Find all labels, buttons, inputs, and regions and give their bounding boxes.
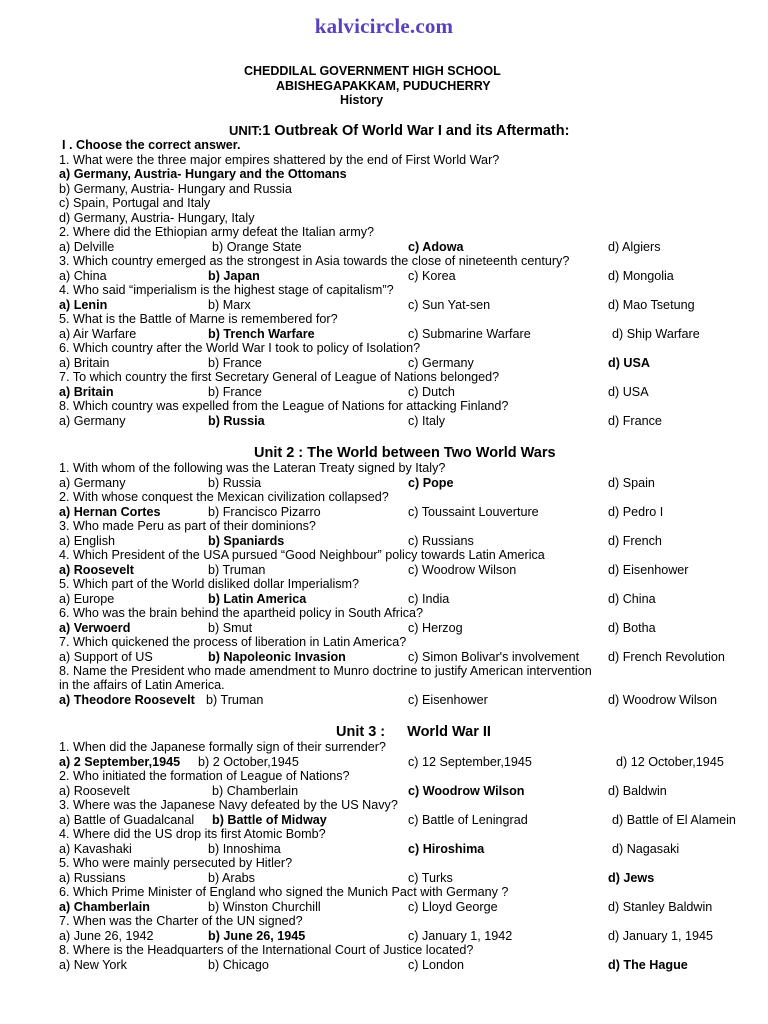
unit2-title: Unit 2 : The World between Two World Wars bbox=[254, 445, 556, 461]
options-row bbox=[59, 900, 759, 914]
unit1-heading: 1 Outbreak Of World War I and its Aftermath: bbox=[262, 123, 570, 139]
question: 7. When was the Charter of the UN signed? bbox=[59, 914, 303, 928]
question: 2. Who initiated the formation of League of Nations? bbox=[59, 769, 350, 783]
question: 7. To which country the first Secretary General of League of Nations belonged? bbox=[59, 370, 500, 384]
question: 5. Which part of the World disliked dollar Imperialism? bbox=[59, 577, 360, 591]
options-row bbox=[59, 534, 759, 548]
correct-option: b) Napoleonic Invasion bbox=[208, 650, 346, 664]
option: b) Germany, Austria- Hungary and Russia bbox=[59, 182, 292, 196]
options-row bbox=[59, 298, 759, 312]
question: 8. Name the President who made amendment to Munro doctrine to justify American intervention bbox=[59, 664, 592, 678]
school-header bbox=[0, 64, 768, 108]
question: 1. With whom of the following was the Lateran Treaty signed by Italy? bbox=[59, 461, 446, 475]
question: 2. Where did the Ethiopian army defeat the Italian army? bbox=[59, 225, 375, 239]
options-row bbox=[59, 958, 759, 972]
option: c) Italy bbox=[408, 414, 446, 428]
options-row bbox=[59, 650, 759, 664]
question: 4. Where did the US drop its first Atomic Bomb? bbox=[59, 827, 326, 841]
question: 3. Who made Peru as part of their dominions? bbox=[59, 519, 316, 533]
school-location: ABISHEGAPAKKAM, PUDUCHERRY bbox=[276, 78, 491, 93]
question: 7. Which quickened the process of liberation in Latin America? bbox=[59, 635, 407, 649]
option: c) Herzog bbox=[408, 621, 463, 635]
option: b) Truman bbox=[208, 563, 266, 577]
options-row bbox=[59, 813, 759, 827]
correct-option: b) Japan bbox=[208, 269, 260, 283]
unit1-title bbox=[229, 123, 768, 139]
option: a) Europe bbox=[59, 592, 115, 606]
correct-option: c) Hiroshima bbox=[408, 842, 485, 856]
question: 8. Where is the Headquarters of the International Court of Justice located? bbox=[59, 943, 474, 957]
option: c) Turks bbox=[408, 871, 453, 885]
option: c) Russians bbox=[408, 534, 474, 548]
option: c) Woodrow Wilson bbox=[408, 563, 517, 577]
options-row bbox=[59, 269, 759, 283]
option: d) Nagasaki bbox=[612, 842, 680, 856]
options-row bbox=[59, 871, 759, 885]
question: 6. Which Prime Minister of England who signed the Munich Pact with Germany ? bbox=[59, 885, 509, 899]
option: b) Smut bbox=[208, 621, 253, 635]
unit3-heading: World War II bbox=[407, 724, 491, 740]
question: 4. Which President of the USA pursued “Good Neighbour” policy towards Latin America bbox=[59, 548, 545, 562]
option: d) Pedro I bbox=[608, 505, 664, 519]
options-row bbox=[59, 929, 759, 943]
option: c) Sun Yat-sen bbox=[408, 298, 491, 312]
question: 2. With whose conquest the Mexican civilization collapsed? bbox=[59, 490, 389, 504]
option: d) USA bbox=[608, 385, 649, 399]
option: b) Orange State bbox=[212, 240, 302, 254]
unit3-title bbox=[336, 724, 768, 740]
option: d) China bbox=[608, 592, 656, 606]
question: 4. Who said “imperialism is the highest stage of capitalism”? bbox=[59, 283, 394, 297]
option: c) Toussaint Louverture bbox=[408, 505, 539, 519]
question: 3. Which country emerged as the strongest in Asia towards the close of nineteenth century? bbox=[59, 254, 570, 268]
option: b) Innoshima bbox=[208, 842, 281, 856]
correct-option: c) Woodrow Wilson bbox=[408, 784, 525, 798]
question-continued: in the affairs of Latin America. bbox=[59, 678, 225, 692]
correct-option: b) Spaniards bbox=[208, 534, 285, 548]
option: b) Francisco Pizarro bbox=[208, 505, 321, 519]
option: d) Woodrow Wilson bbox=[608, 693, 717, 707]
correct-option: b) Russia bbox=[208, 414, 265, 428]
options-row bbox=[59, 476, 759, 490]
question: 3. Where was the Japanese Navy defeated by the US Navy? bbox=[59, 798, 398, 812]
option: a) Germany bbox=[59, 476, 126, 490]
option: d) Baldwin bbox=[608, 784, 667, 798]
correct-option: d) Jews bbox=[608, 871, 655, 885]
correct-option: c) Pope bbox=[408, 476, 454, 490]
correct-option: d) The Hague bbox=[608, 958, 688, 972]
correct-option: b) Latin America bbox=[208, 592, 307, 606]
option: b) Chamberlain bbox=[212, 784, 299, 798]
question: 6. Who was the brain behind the apartheid policy in South Africa? bbox=[59, 606, 424, 620]
option: b) France bbox=[208, 385, 262, 399]
correct-option: b) June 26, 1945 bbox=[208, 929, 306, 943]
option: c) Eisenhower bbox=[408, 693, 488, 707]
option: c) Dutch bbox=[408, 385, 455, 399]
instruction: I . Choose the correct answer. bbox=[62, 138, 241, 152]
option: a) Support of US bbox=[59, 650, 153, 664]
option: d) Spain bbox=[608, 476, 655, 490]
option: a) Britain bbox=[59, 356, 110, 370]
option: d) Stanley Baldwin bbox=[608, 900, 713, 914]
option: b) Winston Churchill bbox=[208, 900, 321, 914]
option: a) English bbox=[59, 534, 116, 548]
question: 5. Who were mainly persecuted by Hitler? bbox=[59, 856, 293, 870]
option: d) 12 October,1945 bbox=[616, 755, 724, 769]
question: 5. What is the Battle of Marne is remembered for? bbox=[59, 312, 338, 326]
correct-option: a) Theodore Roosevelt bbox=[59, 693, 195, 707]
option: d) Mao Tsetung bbox=[608, 298, 695, 312]
options-row bbox=[59, 356, 759, 370]
options-row bbox=[59, 842, 759, 856]
options-row bbox=[59, 755, 759, 769]
option: c) Germany bbox=[408, 356, 474, 370]
options-row bbox=[59, 505, 759, 519]
subject-name: History bbox=[340, 93, 384, 107]
option: a) Germany, Austria- Hungary and the Ottomans bbox=[59, 167, 347, 181]
question: 1. What were the three major empires shattered by the end of First World War? bbox=[59, 153, 500, 167]
option: b) Truman bbox=[206, 693, 264, 707]
option: d) Germany, Austria- Hungary, Italy bbox=[59, 211, 255, 225]
correct-option: b) Trench Warfare bbox=[208, 327, 315, 341]
correct-option: a) Hernan Cortes bbox=[59, 505, 161, 519]
question: 6. Which country after the World War I took to policy of Isolation? bbox=[59, 341, 421, 355]
option: d) France bbox=[608, 414, 662, 428]
option: a) Battle of Guadalcanal bbox=[59, 813, 195, 827]
school-name: CHEDDILAL GOVERNMENT HIGH SCHOOL bbox=[244, 64, 501, 78]
correct-option: a) Roosevelt bbox=[59, 563, 134, 577]
option: b) France bbox=[208, 356, 262, 370]
site-watermark[interactable]: kalvicircle.com bbox=[314, 14, 454, 38]
option: a) Air Warfare bbox=[59, 327, 137, 341]
option: b) Arabs bbox=[208, 871, 255, 885]
correct-option: c) Adowa bbox=[408, 240, 464, 254]
option: a) China bbox=[59, 269, 107, 283]
option: a) New York bbox=[59, 958, 127, 972]
option: d) Battle of El Alamein bbox=[612, 813, 736, 827]
option: a) Germany bbox=[59, 414, 126, 428]
option: c) London bbox=[408, 958, 465, 972]
options-row bbox=[59, 327, 759, 341]
option: d) Ship Warfare bbox=[612, 327, 700, 341]
correct-option: a) Britain bbox=[59, 385, 114, 399]
option: a) Russians bbox=[59, 871, 126, 885]
options-row bbox=[59, 621, 759, 635]
options-row bbox=[59, 240, 759, 254]
option: b) 2 October,1945 bbox=[198, 755, 299, 769]
correct-option: a) Chamberlain bbox=[59, 900, 150, 914]
question: 1. When did the Japanese formally sign of their surrender? bbox=[59, 740, 386, 754]
option: b) Marx bbox=[208, 298, 251, 312]
option: a) Roosevelt bbox=[59, 784, 130, 798]
correct-option: a) Verwoerd bbox=[59, 621, 131, 635]
options-row bbox=[59, 784, 759, 798]
option: c) Spain, Portugal and Italy bbox=[59, 196, 211, 210]
option: b) Russia bbox=[208, 476, 262, 490]
option: c) India bbox=[408, 592, 450, 606]
option: d) Mongolia bbox=[608, 269, 674, 283]
option: a) Delville bbox=[59, 240, 115, 254]
unit3-label: Unit 3 : bbox=[336, 724, 386, 740]
option: c) Battle of Leningrad bbox=[408, 813, 528, 827]
unit1-label: UNIT: bbox=[229, 123, 263, 138]
option: d) French bbox=[608, 534, 662, 548]
question: 8. Which country was expelled from the League of Nations for attacking Finland? bbox=[59, 399, 509, 413]
option: c) January 1, 1942 bbox=[408, 929, 513, 943]
option: c) Korea bbox=[408, 269, 456, 283]
option: c) Simon Bolivar's involvement bbox=[408, 650, 580, 664]
option: c) Submarine Warfare bbox=[408, 327, 531, 341]
option: d) Eisenhower bbox=[608, 563, 689, 577]
correct-option: a) Lenin bbox=[59, 298, 108, 312]
option: c) 12 September,1945 bbox=[408, 755, 532, 769]
option: a) June 26, 1942 bbox=[59, 929, 154, 943]
option: b) Chicago bbox=[208, 958, 269, 972]
options-row bbox=[59, 414, 759, 428]
option: c) Lloyd George bbox=[408, 900, 498, 914]
correct-option: b) Battle of Midway bbox=[212, 813, 327, 827]
option: d) January 1, 1945 bbox=[608, 929, 714, 943]
options-row bbox=[59, 385, 759, 399]
correct-option: d) USA bbox=[608, 356, 650, 370]
options-row bbox=[59, 592, 759, 606]
options-row bbox=[59, 693, 759, 707]
option: a) Kavashaki bbox=[59, 842, 132, 856]
option: d) French Revolution bbox=[608, 650, 725, 664]
options-row bbox=[59, 563, 759, 577]
correct-option: a) 2 September,1945 bbox=[59, 755, 181, 769]
option: d) Algiers bbox=[608, 240, 661, 254]
option: d) Botha bbox=[608, 621, 656, 635]
